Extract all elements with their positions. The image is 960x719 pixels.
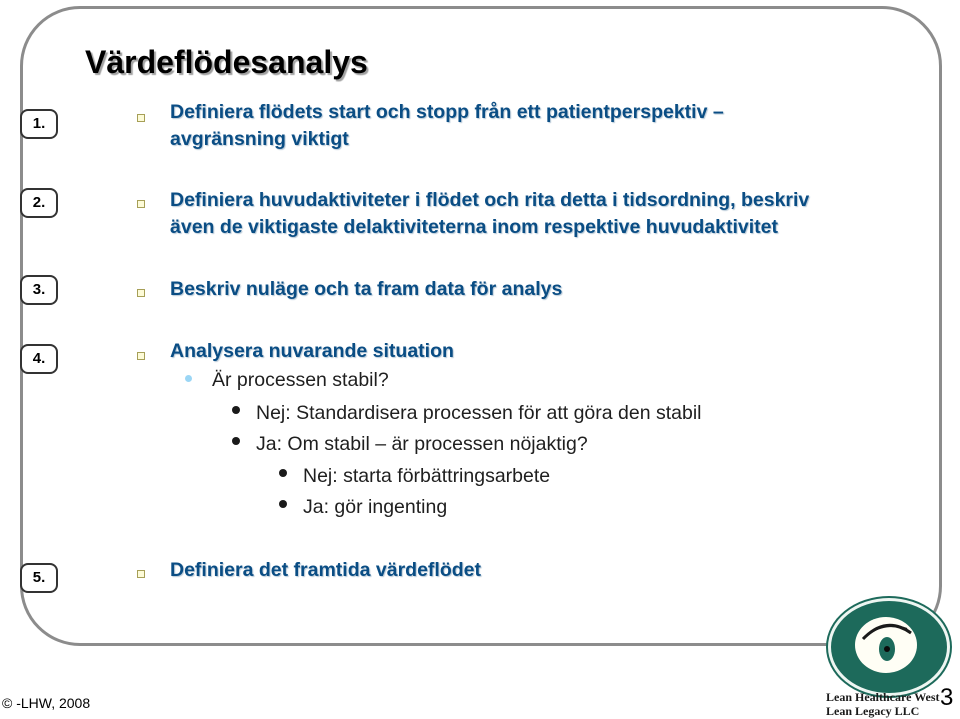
step-2-line-2: även de viktigaste delaktiviteterna inom respektive huvudaktivitet [170, 216, 778, 238]
sub-item-nothing: Ja: gör ingenting [303, 496, 448, 518]
sub-item-stable: Är processen stabil? [212, 369, 389, 391]
bullet-dot-icon [232, 406, 240, 414]
bullet-dot-icon [185, 375, 192, 382]
logo-emblem [828, 598, 950, 696]
sub-item-standardize: Nej: Standardisera processen för att göra den stabil [256, 402, 702, 424]
logo-text-line2: Lean Legacy LLC [826, 704, 920, 718]
copyright: © -LHW, 2008 [2, 695, 91, 711]
sub-item-adequate: Ja: Om stabil – är processen nöjaktig? [256, 433, 588, 455]
sub-item-improve: Nej: starta förbättringsarbete [303, 465, 551, 487]
bullet-square-icon [137, 200, 145, 208]
step-number-1: 1. [20, 109, 58, 139]
eye-icon [855, 617, 917, 673]
bullet-square-icon [137, 289, 145, 297]
step-1-line-1: Definiera flödets start och stopp från ett patientperspektiv – [170, 101, 724, 123]
step-4-line-1: Analysera nuvarande situation [170, 340, 454, 362]
step-number-5: 5. [20, 563, 58, 593]
bullet-square-icon [137, 570, 145, 578]
step-5-line-1: Definiera det framtida värdeflödet [170, 559, 481, 581]
step-1-line-2: avgränsning viktigt [170, 128, 349, 150]
bullet-dot-icon [279, 469, 287, 477]
step-number-3: 3. [20, 275, 58, 305]
step-2-line-1: Definiera huvudaktiviteter i flödet och rita detta i tidsordning, beskriv [170, 189, 810, 211]
logo-text-line1: Lean Healthcare West [826, 690, 940, 704]
page-number: 3 [940, 684, 954, 711]
bullet-square-icon [137, 352, 145, 360]
step-3-line-1: Beskriv nuläge och ta fram data för analys [170, 278, 563, 300]
bullet-dot-icon [232, 437, 240, 445]
step-number-4: 4. [20, 344, 58, 374]
step-number-2: 2. [20, 188, 58, 218]
bullet-dot-icon [279, 500, 287, 508]
bullet-square-icon [137, 114, 145, 122]
slide-title: Värdeflödesanalys [85, 44, 368, 80]
